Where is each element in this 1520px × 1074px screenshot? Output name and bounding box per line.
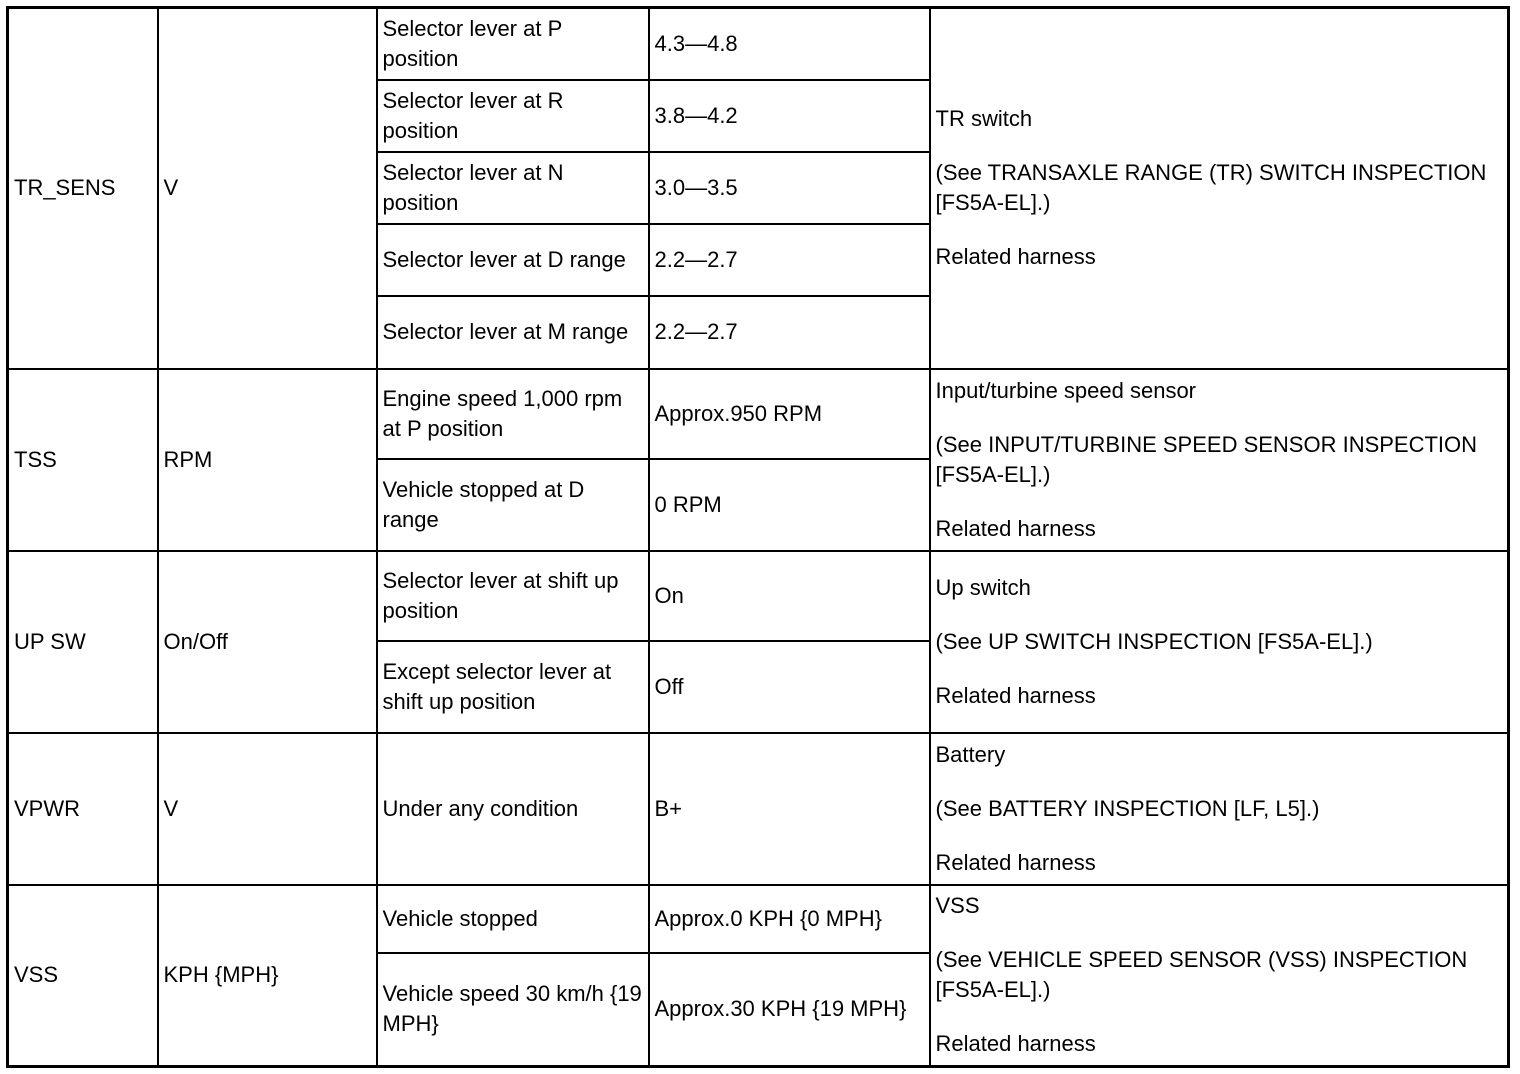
see-reference: (See INPUT/TURBINE SPEED SENSOR INSPECTION [FS5A-EL].) [935, 431, 1478, 487]
table-row [8, 885, 1509, 953]
table-row [8, 733, 1509, 885]
value-cell: 2.2—2.7 [649, 224, 930, 296]
table-row [8, 369, 1509, 459]
pid-name-cell: UP SW [8, 551, 158, 733]
condition-cell: Selector lever at R position [377, 80, 649, 152]
condition-cell: Under any condition [377, 733, 649, 885]
pid-name-cell: VPWR [8, 733, 158, 885]
value-cell: B+ [649, 733, 930, 885]
see-reference: (See VEHICLE SPEED SENSOR (VSS) INSPECTION [FS5A-EL].) [935, 947, 1468, 1003]
value-cell: Approx.0 KPH {0 MPH} [649, 885, 930, 953]
pid-name-cell: TSS [8, 369, 158, 551]
pid-name-cell: TR_SENS [8, 8, 158, 369]
value-cell: On [649, 551, 930, 641]
condition-cell: Except selector lever at shift up position [377, 641, 649, 733]
pid-unit-cell: V [158, 8, 377, 369]
related-harness: Related harness [936, 681, 1503, 711]
value-cell: 4.3—4.8 [649, 8, 930, 80]
value-cell: Approx.950 RPM [649, 369, 930, 459]
action-item: Input/turbine speed sensor [936, 376, 1503, 406]
action-item: TR switch [936, 104, 1503, 134]
condition-cell: Selector lever at D range [377, 224, 649, 296]
condition-cell: Selector lever at shift up position [377, 551, 649, 641]
see-reference: (See BATTERY INSPECTION [LF, L5].) [935, 795, 1320, 821]
value-cell: 0 RPM [649, 459, 930, 551]
action-cell [930, 8, 1509, 369]
related-harness: Related harness [936, 848, 1503, 878]
related-harness: Related harness [936, 514, 1503, 544]
action-cell [930, 551, 1509, 733]
condition-cell: Vehicle stopped at D range [377, 459, 649, 551]
related-harness: Related harness [936, 242, 1503, 272]
pid-unit-cell: KPH {MPH} [158, 885, 377, 1067]
pid-unit-cell: On/Off [158, 551, 377, 733]
condition-cell: Engine speed 1,000 rpm at P position [377, 369, 649, 459]
action-cell [930, 733, 1509, 885]
value-cell: 2.2—2.7 [649, 296, 930, 369]
action-item: VSS [936, 891, 1503, 921]
value-cell: Off [649, 641, 930, 733]
value-cell: 3.8—4.2 [649, 80, 930, 152]
condition-cell: Selector lever at M range [377, 296, 649, 369]
condition-cell: Selector lever at N position [377, 152, 649, 224]
table-row [8, 551, 1509, 641]
condition-cell: Vehicle speed 30 km/h {19 MPH} [377, 953, 649, 1067]
action-cell [930, 369, 1509, 551]
action-item: Up switch [936, 573, 1503, 603]
action-item: Battery [936, 740, 1503, 770]
pid-unit-cell: V [158, 733, 377, 885]
pid-name-cell: VSS [8, 885, 158, 1067]
pid-unit-cell: RPM [158, 369, 377, 551]
see-reference: (See TRANSAXLE RANGE (TR) SWITCH INSPECTION [FS5A-EL].) [935, 160, 1487, 216]
value-cell: Approx.30 KPH {19 MPH} [649, 953, 930, 1067]
see-reference: (See UP SWITCH INSPECTION [FS5A-EL].) [935, 628, 1373, 654]
action-cell [930, 885, 1509, 1067]
pid-monitor-table [6, 6, 1510, 1068]
condition-cell: Selector lever at P position [377, 8, 649, 80]
related-harness: Related harness [936, 1029, 1503, 1059]
value-cell: 3.0—3.5 [649, 152, 930, 224]
condition-cell: Vehicle stopped [377, 885, 649, 953]
table-row [8, 8, 1509, 80]
